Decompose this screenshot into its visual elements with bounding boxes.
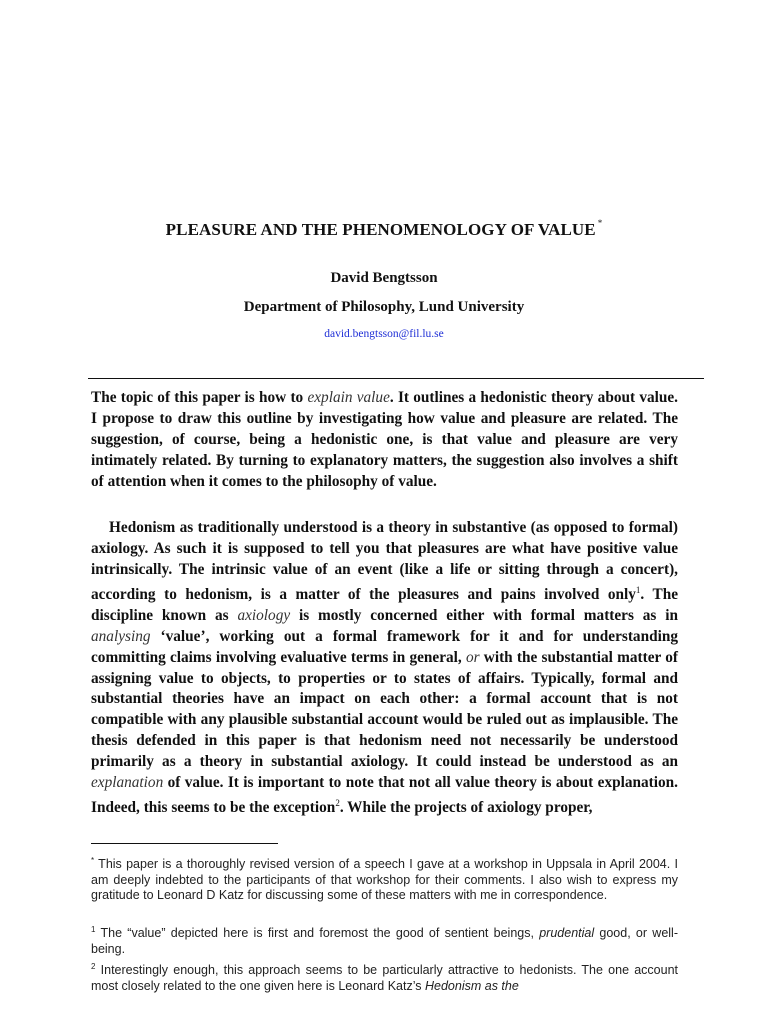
body-text: . While the projects of axiology proper, xyxy=(339,799,593,817)
footnote-2 xyxy=(91,959,678,994)
footnote-emphasis: Hedonism as the xyxy=(425,978,519,993)
body-text: ‘value’, working out a formal framework for it and for understanding committing claims involving evaluative terms in general, xyxy=(91,627,678,666)
footnote-mark: 2 xyxy=(91,962,96,971)
footnote-1 xyxy=(91,922,678,957)
footnote-star xyxy=(91,853,678,904)
footnote-mark: 1 xyxy=(91,925,96,934)
abstract-emphasis: explain value xyxy=(307,389,390,406)
footnote-emphasis: prudential xyxy=(539,926,595,940)
paper-title-text: PLEASURE AND THE PHENOMENOLOGY OF VALUE xyxy=(165,220,596,239)
footnote-text: good, or well-being. xyxy=(91,926,678,956)
body-emphasis: explanation xyxy=(91,773,164,791)
body-text: Hedonism as traditionally understood is a theory in substantive (as opposed to formal) axiology. As such it is supposed to tell you that pleasures are what have positive value intrinsically. The intrinsic value of an event (like a life or sitting through a concert), according to hedonism, is a matter of the pleasures and pains involved only xyxy=(91,519,678,604)
author-name: David Bengtsson xyxy=(330,270,438,286)
author-email-link[interactable]: david.bengtsson@fil.lu.se xyxy=(324,328,444,340)
footnote-ref-1[interactable]: 1 xyxy=(635,585,641,596)
abstract-text: The topic of this paper is how to xyxy=(91,389,308,406)
footnote-text: This paper is a thoroughly revised version of a speech I gave at a workshop in Uppsala in April 2004. I am deeply indebted to the participants of that workshop for their comments. I also wish to express my gratitude to Leonard D Katz for discussing some of these matters with me in correspondence. xyxy=(91,857,678,902)
paper-title xyxy=(0,218,768,240)
footnote-text: The “value” depicted here is first and foremost the good of sentient beings, xyxy=(95,926,540,940)
body-emphasis: axiology xyxy=(237,607,291,625)
body-paragraph xyxy=(91,518,678,819)
abstract-text: . It outlines a hedonistic theory about value. I propose to draw this outline by investigating how value and pleasure are related. The suggestion, of course, being a hedonistic one, is that value and pleasure are very intimately related. By turning to explanatory matters, the suggestion also involves a shift of attention when it comes to the philosophy of value. xyxy=(91,389,678,491)
footnote-ref-2[interactable]: 2 xyxy=(335,798,340,809)
header-divider xyxy=(88,378,704,379)
author-affiliation: Department of Philosophy, Lund University xyxy=(243,299,525,315)
body-text: of value. It is important to note that not all value theory is about explanation. Indeed, this seems to be the exception xyxy=(91,773,678,817)
body-text: with the substantial matter of assigning value to objects, to properties or to states of affairs. Typically, formal and substantial theories have an impact on each other: a formal account that is not compatible with any plausible substantial account would be ruled out as implausible. The thesis defended in this paper is that hedonism need not necessarily be understood primarily as a theory in substantial axiology. It could instead be understood as an xyxy=(91,648,678,770)
body-emphasis: or xyxy=(465,648,480,666)
footnote-mark: * xyxy=(91,856,95,865)
body-emphasis: analysing xyxy=(91,627,151,645)
footnote-divider xyxy=(91,843,278,844)
title-footnote-mark[interactable]: * xyxy=(597,218,603,228)
body-text: is mostly concerned either with formal matters as in xyxy=(290,607,678,625)
body-text: . The discipline known as xyxy=(91,586,678,625)
footnote-text: Interestingly enough, this approach seems to be particularly attractive to hedonists. The one account most closely related to the one given here is Leonard Katz’s xyxy=(91,963,678,993)
abstract-paragraph xyxy=(91,387,678,492)
